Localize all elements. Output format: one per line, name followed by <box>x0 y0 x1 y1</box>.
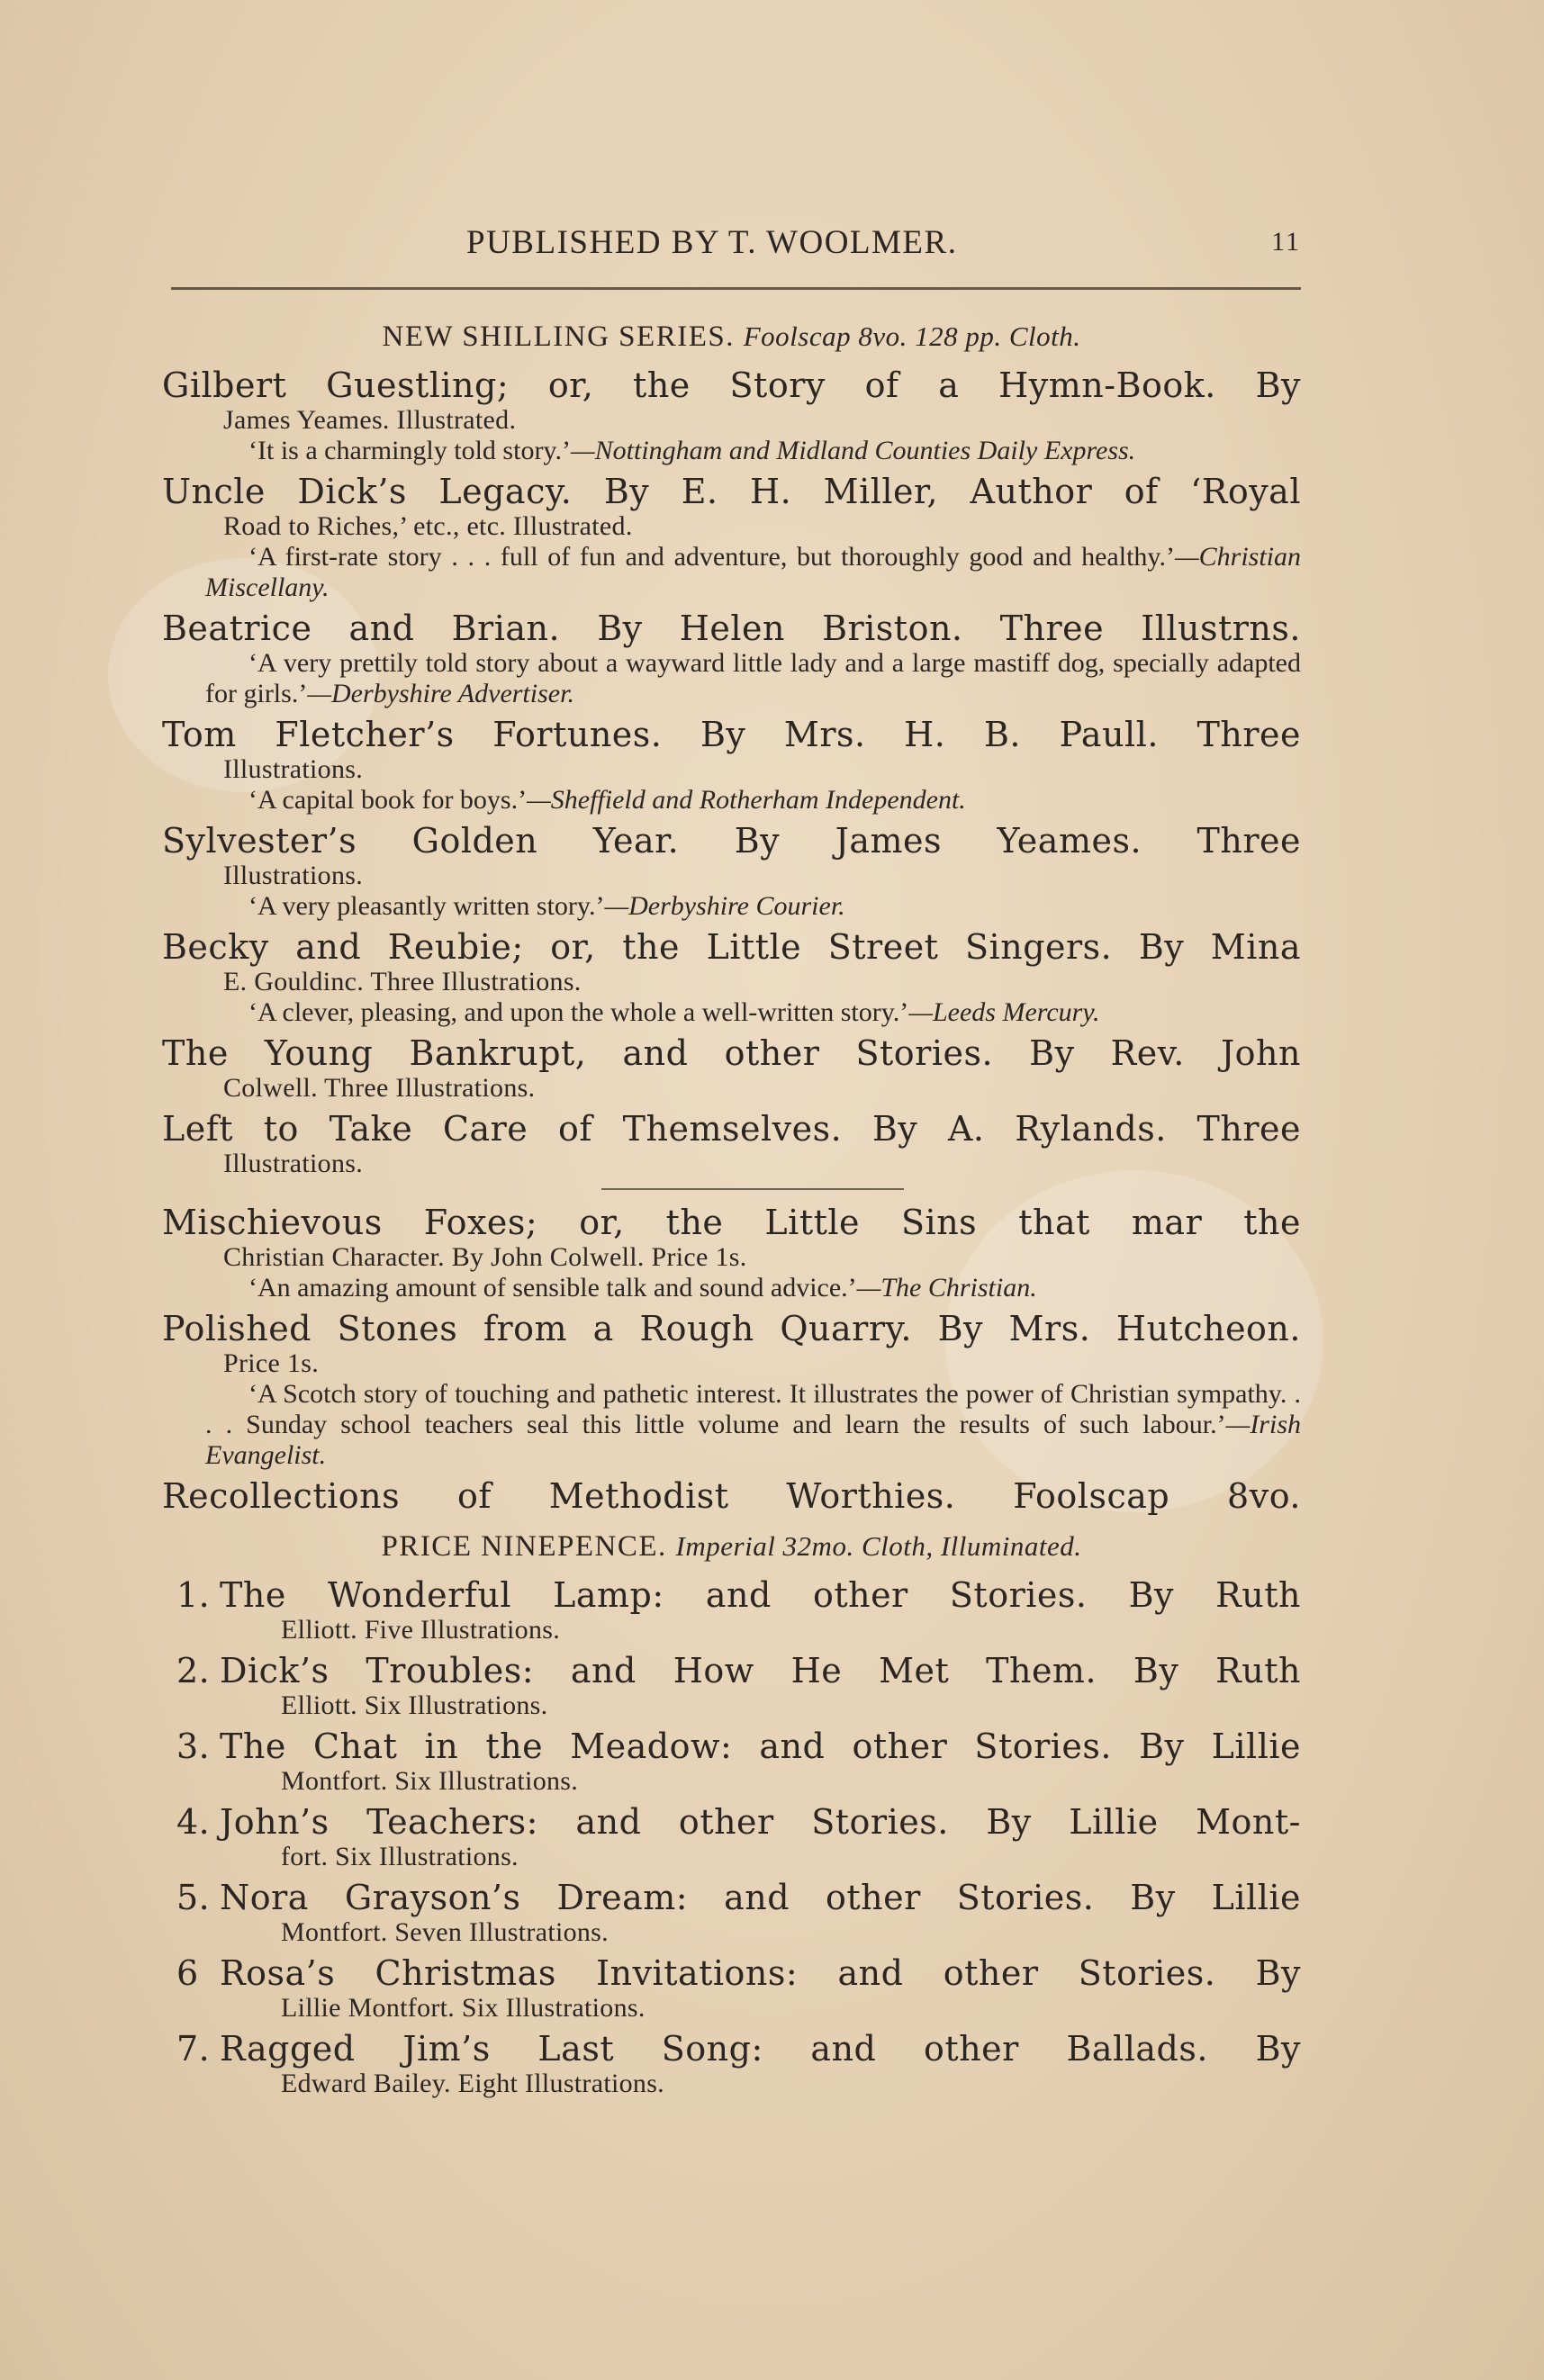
entry-number: 4. <box>176 1802 211 1842</box>
book-title-line: Mischievous Foxes; or, the Little Sins that mar the <box>162 1203 1301 1242</box>
running-title: PUBLISHED BY T. WOOLMER. <box>466 224 958 261</box>
book-details: Illustrations. <box>223 754 364 784</box>
book-title-line: Polished Stones from a Rough Quarry. By Mrs. Hutcheon. <box>162 1309 1301 1348</box>
book-details: Montfort. Six Illustrations. <box>281 1766 579 1796</box>
review-text: ‘A Scotch story of touching and pathetic interest. It illustrates the power of Christian sympathy. . . . Sunday school teachers seal this little volume and learn the results of such labour.’ <box>205 1379 1301 1439</box>
series-title: NEW SHILLING SERIES. <box>382 320 735 353</box>
book-title-line <box>176 1726 1301 1766</box>
entry-number: 3. <box>176 1726 211 1766</box>
entry-number: 7. <box>176 2029 211 2069</box>
book-title-line: Becky and Reubie; or, the Little Street Singers. By Mina <box>162 927 1301 967</box>
page-number: 11 <box>1271 227 1301 257</box>
review-text: ‘It is a charmingly told story.’ <box>248 436 571 465</box>
book-title: The Wonderful Lamp: and other Stories. By Ruth <box>220 1575 1301 1615</box>
review-source: —Sheffield and Rotherham Independent. <box>527 785 966 815</box>
book-entry <box>162 1309 1301 1471</box>
catalogue-content <box>162 320 1301 2105</box>
book-details: E. Gouldinc. Three Illustrations. <box>223 967 582 996</box>
book-details: Lillie Montfort. Six Illustrations. <box>281 1993 646 2023</box>
ninepence-series-list <box>162 1575 1301 2099</box>
book-details: Colwell. Three Illustrations. <box>223 1073 536 1103</box>
review-quote <box>162 436 1301 466</box>
book-title-line: Gilbert Guestling; or, the Story of a Hymn-Book. By <box>162 365 1301 405</box>
book-title-line <box>176 1878 1301 1917</box>
entry-number: 5. <box>176 1878 211 1917</box>
book-title: Ragged Jim’s Last Song: and other Ballads. By <box>220 2029 1301 2069</box>
review-text: ‘A clever, pleasing, and upon the whole a well-written story.’ <box>248 997 909 1027</box>
book-details: James Yeames. Illustrated. <box>223 405 517 435</box>
review-quote <box>162 542 1301 603</box>
book-title-line: Uncle Dick’s Legacy. By E. H. Miller, Author of ‘Royal <box>162 472 1301 511</box>
series-format: Imperial 32mo. Cloth, Illuminated. <box>675 1530 1082 1562</box>
review-quote <box>162 997 1301 1028</box>
review-source: —Nottingham and Midland Counties Daily Express. <box>570 436 1136 465</box>
review-source: —Derbyshire Advertiser. <box>307 679 574 708</box>
book-entry <box>162 1033 1301 1104</box>
section-separator <box>601 1188 904 1190</box>
review-text: ‘A very prettily told story about a wayward little lady and a large mastiff dog, specially adapted for girls.’ <box>205 648 1301 708</box>
entry-number: 6 <box>176 1953 199 1993</box>
book-title: Dick’s Troubles: and How He Met Them. By Ruth <box>220 1651 1301 1690</box>
book-title-line: Beatrice and Brian. By Helen Briston. Three Illustrns. <box>162 609 1301 648</box>
page-header <box>162 223 1301 268</box>
series-title: PRICE NINEPENCE. <box>381 1530 667 1563</box>
book-entry <box>162 715 1301 816</box>
book-entry <box>162 1203 1301 1303</box>
book-title: Rosa’s Christmas Invitations: and other Stories. By <box>220 1953 1301 1993</box>
review-text: ‘A capital book for boys.’ <box>248 785 528 815</box>
review-text: ‘A first-rate story . . . full of fun and adventure, but thoroughly good and healthy.’ <box>248 542 1175 572</box>
shilling-series-list <box>162 365 1301 1179</box>
series-format: Foolscap 8vo. 128 pp. Cloth. <box>743 320 1081 352</box>
shilling-series-heading <box>162 320 1301 356</box>
book-title-line <box>176 1953 1301 1993</box>
book-details: Montfort. Seven Illustrations. <box>281 1917 609 1947</box>
book-title-line <box>176 1575 1301 1615</box>
book-title-line: Recollections of Methodist Worthies. Foolscap 8vo. <box>162 1476 1301 1516</box>
review-quote <box>162 1273 1301 1303</box>
book-entry <box>176 2029 1301 2099</box>
book-details: Christian Character. By John Colwell. Price 1s. <box>223 1242 747 1272</box>
book-title: The Chat in the Meadow: and other Stories. By Lillie <box>220 1726 1301 1766</box>
book-entry <box>162 609 1301 709</box>
book-entry <box>162 1109 1301 1179</box>
book-title-line: Left to Take Care of Themselves. By A. Rylands. Three <box>162 1109 1301 1149</box>
book-entry <box>162 1476 1301 1516</box>
ninepence-series-heading <box>162 1530 1301 1566</box>
review-quote <box>162 1379 1301 1471</box>
book-title-line: The Young Bankrupt, and other Stories. By Rev. John <box>162 1033 1301 1073</box>
header-rule <box>171 287 1301 290</box>
review-source: —Christian Miscellany. <box>205 542 1301 602</box>
book-title-line: Sylvester’s Golden Year. By James Yeames. Three <box>162 821 1301 861</box>
book-details: Price 1s. <box>223 1348 320 1378</box>
book-entry <box>162 927 1301 1028</box>
book-details: Elliott. Five Illustrations. <box>281 1615 561 1645</box>
book-entry <box>162 821 1301 922</box>
book-details: fort. Six Illustrations. <box>281 1842 519 1871</box>
book-title-line: Tom Fletcher’s Fortunes. By Mrs. H. B. Paull. Three <box>162 715 1301 754</box>
book-entry <box>176 1726 1301 1797</box>
book-title-line <box>176 1802 1301 1842</box>
other-titles-list <box>162 1203 1301 1516</box>
book-entry <box>162 365 1301 466</box>
entry-number: 1. <box>176 1575 211 1615</box>
entry-number: 2. <box>176 1651 211 1690</box>
book-details: Road to Riches,’ etc., etc. Illustrated. <box>223 511 633 541</box>
book-title: John’s Teachers: and other Stories. By Lillie Mont- <box>220 1802 1301 1842</box>
review-source: —Irish Evangelist. <box>205 1410 1301 1470</box>
book-title-line <box>176 1651 1301 1690</box>
book-entry <box>176 1953 1301 2024</box>
book-entry <box>176 1878 1301 1948</box>
review-text: ‘An amazing amount of sensible talk and sound advice.’ <box>248 1273 857 1303</box>
review-source: —Leeds Mercury. <box>908 997 1100 1027</box>
review-quote <box>162 785 1301 816</box>
book-entry <box>176 1651 1301 1721</box>
book-entry <box>162 472 1301 603</box>
review-quote <box>162 891 1301 922</box>
review-text: ‘A very pleasantly written story.’ <box>248 891 605 921</box>
book-details: Edward Bailey. Eight Illustrations. <box>281 2069 664 2098</box>
review-source: —Derbyshire Courier. <box>604 891 845 921</box>
book-title-line <box>176 2029 1301 2069</box>
book-details: Illustrations. <box>223 1149 364 1178</box>
book-details: Illustrations. <box>223 861 364 890</box>
review-quote <box>162 648 1301 709</box>
review-source: —The Christian. <box>856 1273 1037 1303</box>
book-entry <box>176 1575 1301 1645</box>
book-title: Nora Grayson’s Dream: and other Stories. By Lillie <box>220 1878 1301 1917</box>
book-entry <box>176 1802 1301 1872</box>
book-details: Elliott. Six Illustrations. <box>281 1690 548 1720</box>
